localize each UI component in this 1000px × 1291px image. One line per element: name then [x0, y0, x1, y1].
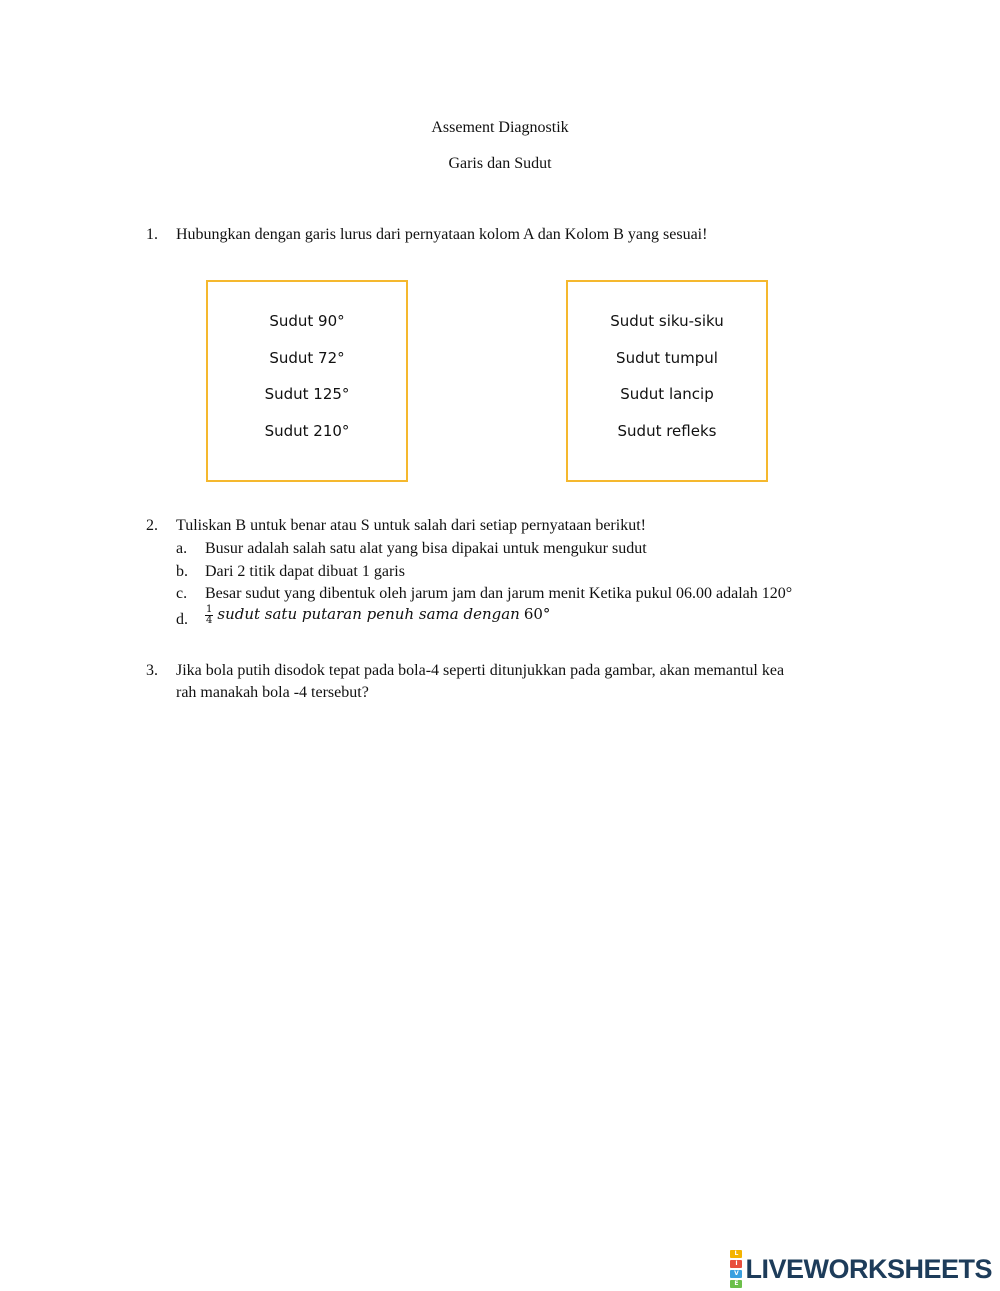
column-b-item[interactable]: Sudut lancip: [620, 385, 714, 403]
statement-letter: d.: [176, 611, 188, 628]
column-b-box: [566, 280, 768, 482]
question-number: 1.: [146, 226, 158, 243]
statement-value: 60°: [523, 605, 551, 623]
column-b-item[interactable]: Sudut tumpul: [616, 349, 718, 367]
logo-mark-block: V: [730, 1270, 742, 1278]
statement-text: Busur adalah salah satu alat yang bisa dipakai untuk mengukur sudut: [205, 540, 647, 557]
column-b-item[interactable]: Sudut siku-siku: [610, 312, 724, 330]
fraction-numerator: 1: [206, 603, 213, 615]
question-text: Tuliskan B untuk benar atau S untuk salah dari setiap pernyataan berikut!: [176, 517, 646, 534]
column-a-item[interactable]: Sudut 125°: [264, 385, 350, 403]
statement-letter: c.: [176, 585, 188, 602]
logo-mark-icon: [730, 1249, 742, 1289]
logo-mark-block: L: [730, 1250, 742, 1258]
liveworksheets-logo[interactable]: [730, 1250, 992, 1287]
column-a-item[interactable]: Sudut 72°: [269, 349, 345, 367]
question-text-line2: rah manakah bola -4 tersebut?: [176, 684, 369, 701]
logo-mark-block: I: [730, 1260, 742, 1268]
statement-math: [205, 603, 550, 626]
page-title: Assement Diagnostik: [431, 119, 569, 136]
page-subtitle: Garis dan Sudut: [448, 155, 552, 172]
column-a-item[interactable]: Sudut 90°: [269, 312, 345, 330]
logo-text: LIVEWORKSHEETS: [745, 1253, 992, 1284]
statement-letter: a.: [176, 540, 188, 557]
column-a-box: [206, 280, 408, 482]
logo-mark-block: E: [730, 1280, 742, 1288]
fraction-denominator: 4: [206, 614, 213, 626]
question-text: Hubungkan dengan garis lurus dari pernyataan kolom A dan Kolom B yang sesuai!: [176, 226, 708, 243]
statement-text: sudut satu putaran penuh sama dengan: [217, 605, 520, 623]
fraction: [205, 605, 213, 626]
question-text-line1: Jika bola putih disodok tepat pada bola-4 seperti ditunjukkan pada gambar, akan memantul kea: [176, 662, 785, 679]
statement-text: Besar sudut yang dibentuk oleh jarum jam dan jarum menit Ketika pukul 06.00 adalah 120°: [205, 585, 793, 602]
question-number: 3.: [146, 662, 158, 679]
statement-text: Dari 2 titik dapat dibuat 1 garis: [205, 563, 405, 580]
column-a-item[interactable]: Sudut 210°: [264, 422, 350, 440]
statement-letter: b.: [176, 563, 188, 580]
question-number: 2.: [146, 517, 158, 534]
column-b-item[interactable]: Sudut refleks: [617, 422, 717, 440]
